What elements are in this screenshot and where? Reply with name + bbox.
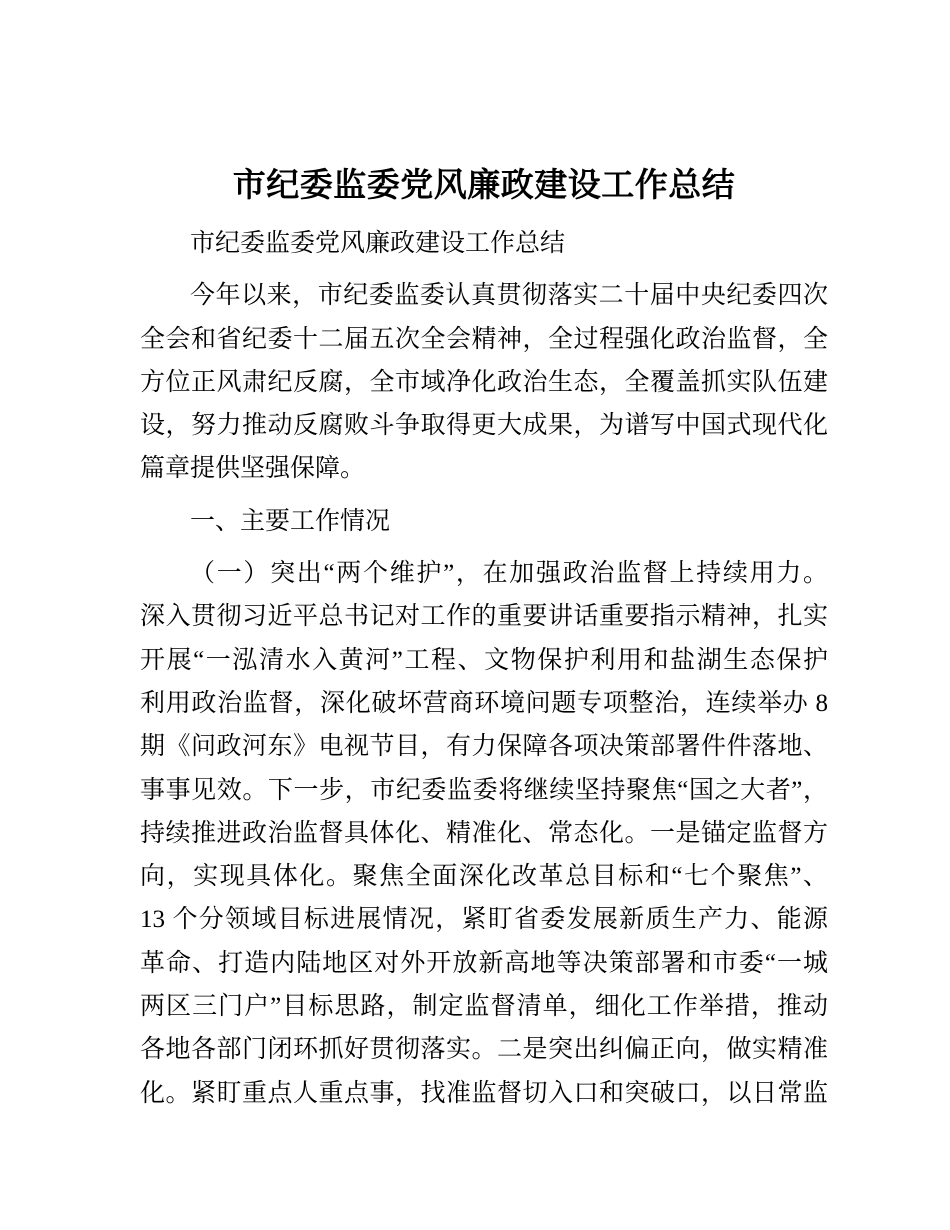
document-title: 市纪委监委党风廉政建设工作总结 (232, 166, 736, 203)
text-line: 深入贯彻习近平总书记对工作的重要讲话重要指示精神，扎实 (140, 603, 828, 631)
paragraph-subtitle (140, 222, 828, 265)
paragraph-heading (140, 500, 828, 543)
text-line: 利用政治监督，深化破坏营商环境问题专项整治，连续举办 8 (140, 689, 828, 717)
paragraph-body (140, 552, 828, 1115)
text-line: 设，努力推动反腐败斗争取得更大成果，为谱写中国式现代化 (140, 412, 828, 440)
text-line: 革命、打造内陆地区对外开放新高地等决策部署和市委“一城 (140, 949, 828, 977)
text-line: 一、主要工作情况 (190, 507, 391, 535)
text-line: 全会和省纪委十二届五次全会精神，全过程强化政治监督，全 (140, 325, 828, 353)
document-body (140, 222, 828, 1115)
text-line: 篇章提供坚强保障。 (140, 455, 366, 483)
text-line: 期《问政河东》电视节目，有力保障各项决策部署件件落地、 (140, 733, 828, 761)
text-line: 今年以来，市纪委监委认真贯彻落实二十届中央纪委四次 (190, 282, 828, 310)
text-line: 向，实现具体化。聚焦全面深化改革总目标和“七个聚焦”、 (140, 863, 828, 891)
text-line: 两区三门户”目标思路，制定监督清单，细化工作举措，推动 (140, 993, 828, 1021)
paragraph-body (140, 274, 828, 490)
text-line: 方位正风肃纪反腐，全市域净化政治生态，全覆盖抓实队伍建 (140, 368, 828, 396)
text-line: 开展“一泓清水入黄河”工程、文物保护利用和盐湖生态保护 (140, 646, 828, 674)
text-line: 各地各部门闭环抓好贯彻落实。二是突出纠偏正向，做实精准 (140, 1036, 828, 1064)
text-line: 持续推进政治监督具体化、精准化、常态化。一是锚定监督方 (140, 819, 828, 847)
text-line: 化。紧盯重点人重点事，找准监督切入口和突破口，以日常监 (140, 1079, 828, 1107)
text-line: （一）突出“两个维护”，在加强政治监督上持续用力。 (190, 560, 828, 588)
text-line: 13 个分领域目标进展情况，紧盯省委发展新质生产力、能源 (140, 906, 828, 934)
text-line: 事事见效。下一步，市纪委监委将继续坚持聚焦“国之大者”， (140, 776, 828, 804)
text-line: 市纪委监委党风廉政建设工作总结 (190, 230, 566, 257)
